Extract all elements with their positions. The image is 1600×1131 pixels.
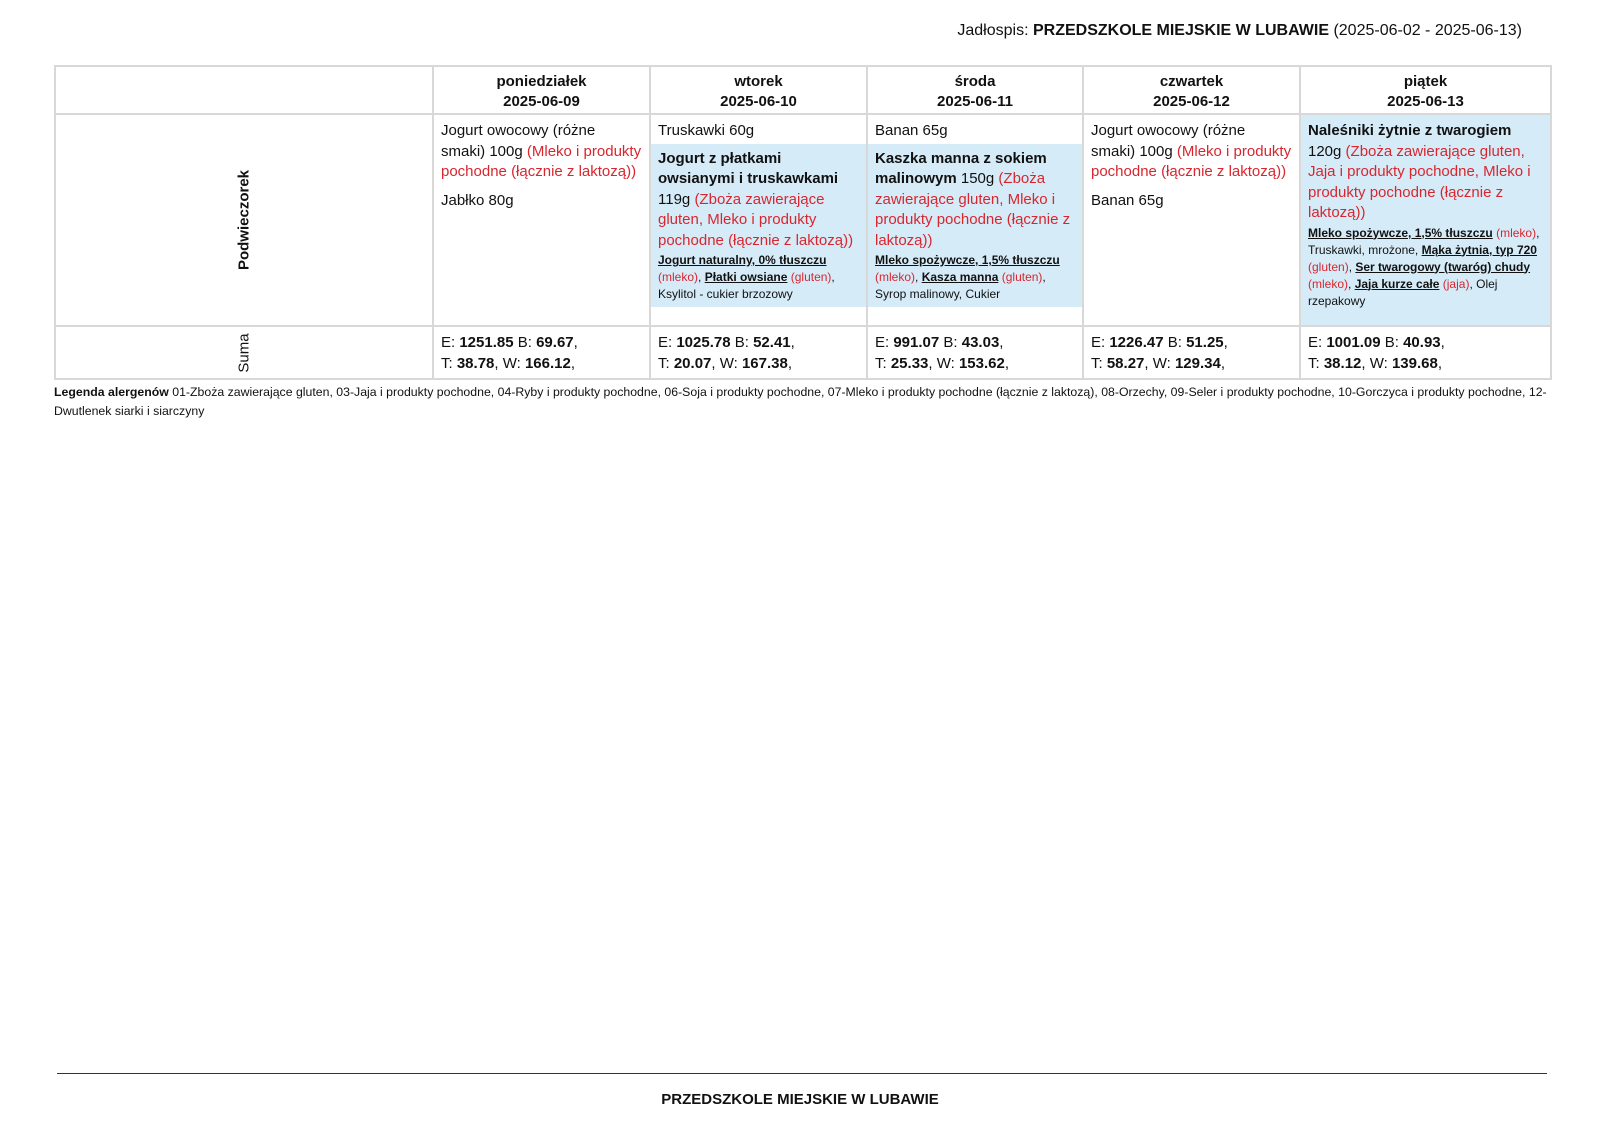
meal-row-label <box>55 114 433 326</box>
document-header <box>957 22 1522 40</box>
allergen-text: (Zboża zawierające gluten, Jaja i produkty pochodne, Mleko i produkty pochodne (łącznie z laktozą)) <box>1308 142 1531 221</box>
footer-divider <box>57 1073 1547 1074</box>
sum-cell: E: 1001.09 B: 40.93, T: 38.12, W: 139.68, <box>1300 326 1551 379</box>
menu-item: Jogurt owocowy (różne smaki) 100g (Mleko i produkty pochodne (łącznie z laktozą)) <box>1091 122 1292 180</box>
meal-row <box>55 114 1551 326</box>
meal-cell-friday <box>1300 114 1551 326</box>
menu-item: Jogurt z płatkami owsianymi i truskawkami 119g (Zboża zawierające gluten, Mleko i produkty pochodne (łącznie z laktozą)) <box>658 149 854 249</box>
meal-cell-monday <box>433 114 650 326</box>
allergen-legend <box>54 383 1559 421</box>
allergen-text: (Zboża zawierające gluten, Mleko i produkty pochodne (łącznie z laktozą)) <box>875 170 1071 249</box>
sum-cell: E: 1226.47 B: 51.25, T: 58.27, W: 129.34, <box>1083 326 1300 379</box>
ingredients: Jogurt naturalny, 0% tłuszczu (mleko), Płatki owsiane (gluten), Ksylitol - cukier brzozowy <box>658 253 835 301</box>
ingredients: Mleko spożywcze, 1,5% tłuszczu (mleko), Truskawki, mrożone, Mąka żytnia, typ 720 (gluten), Ser twarogowy (twaróg) chudy (mleko), Jaja kurze całe (jaja), Olej rzepakowy <box>1308 225 1540 308</box>
allergen-text: (Mleko i produkty pochodne (łącznie z laktozą)) <box>441 142 642 180</box>
header-prefix: Jadłospis: <box>957 22 1029 39</box>
sum-cell: E: 991.07 B: 43.03, T: 25.33, W: 153.62, <box>867 326 1083 379</box>
menu-table <box>54 65 1552 380</box>
sum-cell: E: 1251.85 B: 69.67, T: 38.78, W: 166.12, <box>433 326 650 379</box>
footer-institution: PRZEDSZKOLE MIEJSKIE W LUBAWIE <box>661 1091 939 1108</box>
meal-label: Podwieczorek <box>235 169 253 271</box>
header-institution: PRZEDSZKOLE MIEJSKIE W LUBAWIE <box>1032 22 1329 39</box>
menu-item: Banan 65g <box>1091 191 1164 209</box>
meal-cell-wednesday <box>867 114 1083 326</box>
menu-item: Naleśniki żytnie z twarogiem 120g (Zboża zawierające gluten, Jaja i produkty pochodne, Mleko i produkty pochodne (łącznie z laktozą)) <box>1308 122 1531 221</box>
sum-row-label <box>55 326 433 379</box>
highlighted-dish <box>651 144 866 308</box>
legend-title: Legenda alergenów <box>54 385 169 399</box>
allergen-text: (Zboża zawierające gluten, Mleko i produkty pochodne (łącznie z laktozą)) <box>658 190 854 249</box>
menu-item: Jabłko 80g <box>441 191 514 209</box>
meal-cell-tuesday <box>650 114 867 326</box>
highlighted-dish <box>868 144 1082 308</box>
menu-item: Banan 65g <box>875 122 948 139</box>
corner-cell <box>55 66 433 114</box>
legend-text: 01-Zboża zawierające gluten, 03-Jaja i produkty pochodne, 04-Ryby i produkty pochodne, 06-Soja i produkty pochodne, 07-Mleko i produkty pochodne (łącznie z laktozą), 08-Orzechy, 09-Seler i produkty pochodne, 10-Gorczyca i produkty pochodne, 12-Dwutlenek siarki i siarczyny <box>54 385 1547 418</box>
sum-label: Suma <box>235 332 253 373</box>
day-header: środa 2025-06-11 <box>867 66 1083 114</box>
header-date-range: (2025-06-02 - 2025-06-13) <box>1333 22 1522 39</box>
allergen-text: (Mleko i produkty pochodne (łącznie z laktozą)) <box>1091 142 1292 180</box>
day-header-row <box>55 66 1551 114</box>
menu-item: Truskawki 60g <box>658 122 755 139</box>
day-header: wtorek 2025-06-10 <box>650 66 867 114</box>
sum-row <box>55 326 1551 379</box>
menu-item: Kaszka manna z sokiem malinowym 150g (Zboża zawierające gluten, Mleko i produkty pochodne (łącznie z laktozą)) <box>875 149 1071 249</box>
day-header: poniedziałek 2025-06-09 <box>433 66 650 114</box>
day-header: piątek 2025-06-13 <box>1300 66 1551 114</box>
menu-item: Jogurt owocowy (różne smaki) 100g (Mleko i produkty pochodne (łącznie z laktozą)) <box>441 122 642 180</box>
day-header: czwartek 2025-06-12 <box>1083 66 1300 114</box>
highlighted-dish <box>1301 115 1550 314</box>
ingredients: Mleko spożywcze, 1,5% tłuszczu (mleko), Kasza manna (gluten), Syrop malinowy, Cukier <box>875 253 1060 301</box>
sum-cell: E: 1025.78 B: 52.41, T: 20.07, W: 167.38, <box>650 326 867 379</box>
meal-cell-thursday <box>1083 114 1300 326</box>
